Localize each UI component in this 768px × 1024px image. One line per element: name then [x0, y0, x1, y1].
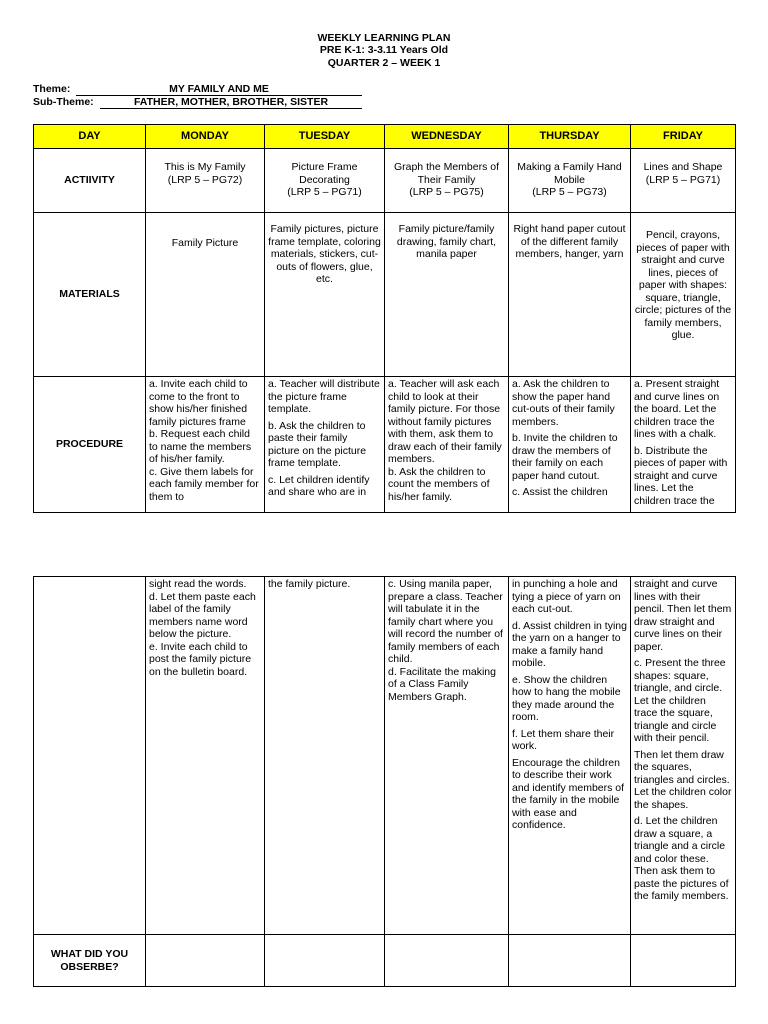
materials-wednesday: Family picture/family drawing, family chart, manila paper: [385, 213, 509, 377]
procedure-tuesday: [265, 377, 385, 513]
day-wednesday: WEDNESDAY: [385, 125, 509, 149]
procedure-tuesday-cont: [265, 577, 385, 935]
procedure-step: in punching a hole and tying a piece of yarn on each cut-out.: [512, 578, 621, 615]
procedure-step: d. Assist children in tying the yarn on a hanger to make a family hand mobile.: [512, 619, 627, 669]
plan-title: WEEKLY LEARNING PLAN: [317, 32, 451, 44]
plan-table-page2: [33, 576, 736, 987]
theme-value: MY FAMILY AND ME: [76, 83, 362, 96]
procedure-step: c. Using manila paper, prepare a class. Teacher will tabulate it in the family chart where you will record the number of family members of each child. d. Facilitate the making of a Class Family Members Graph.: [388, 578, 503, 703]
materials-monday: Family Picture: [146, 213, 265, 377]
procedure-step: a. Teacher will distribute the picture frame template.: [268, 378, 380, 415]
materials-label: MATERIALS: [34, 213, 146, 377]
procedure-step: sight read the words. d. Let them paste each label of the family members name word below the picture. e. Invite each child to post the family picture on the bulletin board.: [149, 578, 256, 678]
procedure-step: a. Invite each child to come to the front to show his/her finished family pictures frame b. Request each child to name the members of his/her family. c. Give them labels for each family member for them to: [149, 378, 259, 503]
procedure-monday-cont: [146, 577, 265, 935]
activity-tuesday: Picture Frame Decorating (LRP 5 – PG71): [265, 149, 385, 213]
observe-wednesday: [385, 935, 509, 987]
procedure-step: c. Let children identify and share who are in: [268, 473, 370, 498]
observe-monday: [146, 935, 265, 987]
day-friday: FRIDAY: [631, 125, 736, 149]
plan-table-page1: [33, 124, 736, 513]
activity-row: [34, 149, 736, 213]
procedure-thursday-cont: [509, 577, 631, 935]
procedure-continued-label-cell: [34, 577, 146, 935]
plan-level: PRE K-1: 3-3.11 Years Old: [319, 44, 449, 56]
procedure-step: e. Show the children how to hang the mobile they made around the room.: [512, 673, 621, 723]
procedure-step: c. Assist the children: [512, 486, 608, 498]
procedure-step: the family picture.: [268, 578, 351, 590]
theme-label: Theme:: [33, 83, 71, 95]
day-label: DAY: [34, 125, 146, 149]
activity-label: ACTIIVITY: [34, 149, 146, 213]
materials-row: [34, 213, 736, 377]
procedure-step: d. Let the children draw a square, a triangle and a circle and color these. Then ask them to paste the pictures of the family members.: [634, 815, 729, 902]
materials-friday: Pencil, crayons, pieces of paper with straight and curve lines, pieces of paper with shapes: square, triangle, circle; pictures of the family members, glue.: [631, 213, 736, 377]
procedure-step: b. Distribute the pieces of paper with straight and curve lines. Let the children trace the: [634, 444, 728, 507]
activity-friday: Lines and Shape (LRP 5 – PG71): [631, 149, 736, 213]
observe-row: [34, 935, 736, 987]
procedure-step: c. Present the three shapes: square, triangle, and circle. Let the children trace the square, triangle and circle with their pencil.: [634, 657, 726, 744]
observe-friday: [631, 935, 736, 987]
materials-tuesday: Family pictures, picture frame template, coloring materials, stickers, cut-outs of flowers, glue, etc.: [265, 213, 385, 377]
procedure-friday-cont: [631, 577, 736, 935]
procedure-continued-row: [34, 577, 736, 935]
activity-wednesday: Graph the Members of Their Family (LRP 5 – PG75): [385, 149, 509, 213]
observe-label: WHAT DID YOU OBSERBE?: [34, 935, 146, 987]
procedure-monday: [146, 377, 265, 513]
day-row: [34, 125, 736, 149]
observe-tuesday: [265, 935, 385, 987]
plan-quarter: QUARTER 2 – WEEK 1: [327, 57, 441, 69]
procedure-wednesday-cont: [385, 577, 509, 935]
observe-thursday: [509, 935, 631, 987]
day-thursday: THURSDAY: [509, 125, 631, 149]
subtheme-label: Sub-Theme:: [33, 96, 94, 108]
procedure-label: PROCEDURE: [34, 377, 146, 513]
procedure-wednesday: [385, 377, 509, 513]
activity-monday: This is My Family (LRP 5 – PG72): [146, 149, 265, 213]
day-tuesday: TUESDAY: [265, 125, 385, 149]
theme-row: [33, 83, 269, 95]
procedure-step: a. Present straight and curve lines on the board. Let the children trace the lines with a chalk.: [634, 378, 720, 440]
procedure-step: Then let them draw the squares, triangles and circles. Let the children color the shapes.: [634, 748, 732, 811]
materials-thursday: Right hand paper cutout of the different family members, hanger, yarn: [509, 213, 631, 377]
subtheme-value: FATHER, MOTHER, BROTHER, SISTER: [100, 96, 362, 109]
procedure-step: f. Let them share their work.: [512, 727, 615, 752]
subtheme-row: [33, 96, 329, 108]
procedure-step: a. Ask the children to show the paper hand cut-outs of their family members.: [512, 378, 615, 428]
procedure-step: b. Invite the children to draw the members of their family on each paper hand cutout.: [512, 432, 618, 482]
procedure-step: a. Teacher will ask each child to look at their family picture. For those without family pictures with them, ask them to draw each of their family members. b. Ask the children to count the members of his/her family.: [388, 378, 502, 503]
activity-thursday: Making a Family Hand Mobile (LRP 5 – PG73): [509, 149, 631, 213]
procedure-thursday: [509, 377, 631, 513]
procedure-step: Encourage the children to describe their work and identify members of the family in the mobile with ease and confidence.: [512, 756, 625, 831]
day-monday: MONDAY: [146, 125, 265, 149]
procedure-friday: [631, 377, 736, 513]
procedure-step: b. Ask the children to paste their family picture on the picture frame template.: [268, 419, 367, 469]
procedure-step: straight and curve lines with their pencil. Then let them draw straight and curve lines on their paper.: [634, 578, 732, 653]
procedure-row: [34, 377, 736, 513]
